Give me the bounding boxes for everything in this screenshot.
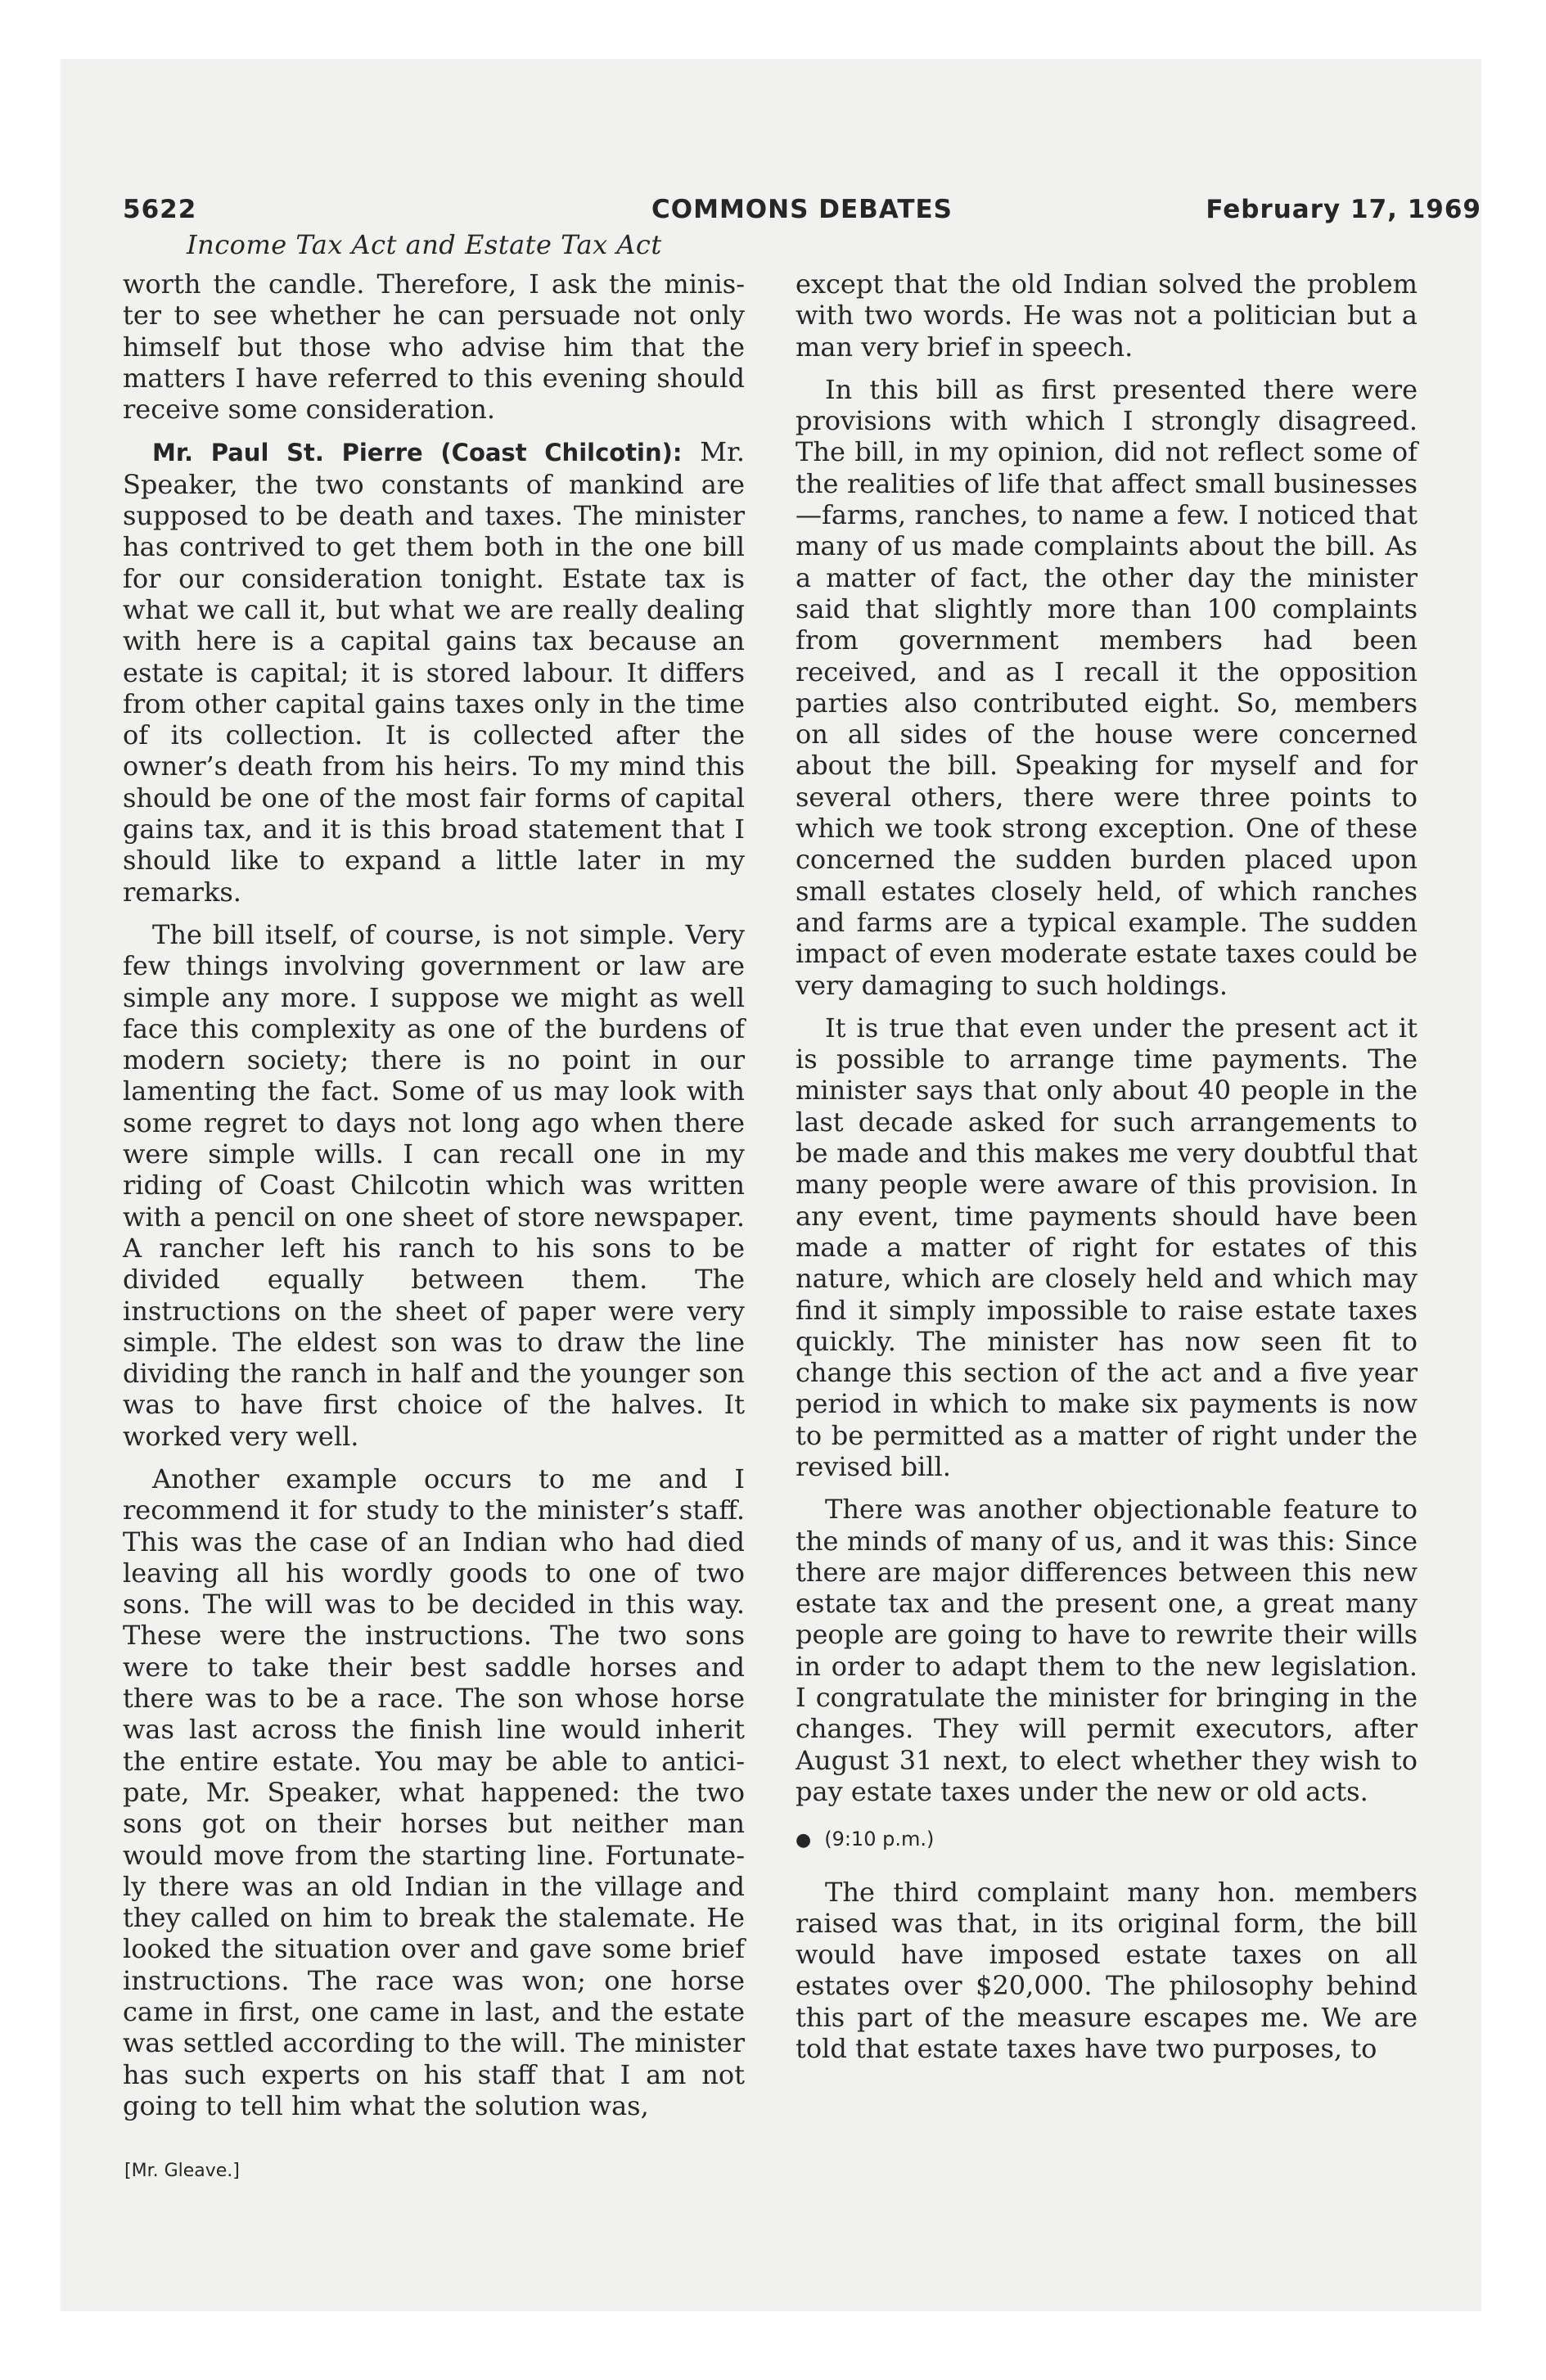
paragraph: worth the candle. Therefore, I ask the minister to see whether he can persuade not only himself but those who advise him that the matters I have referred to this evening should receive some consideration. bbox=[123, 268, 745, 426]
paragraph-text: Mr. Speaker, the two constants of mankind are supposed to be death and taxes. The minister has contrived to get them both in the one bill for our consideration tonight. Estate tax is what we call it, but what we are really dealing with here is a capital gains tax because an estate is capital; it is stored labour. It differs from other capital gains taxes only in the time of its collection. It is collected after the owner’s death from his heirs. To my mind this should be one of the most fair forms of capital gains tax, and it is this broad statement that I should like to expand a little later in my remarks. bbox=[123, 436, 746, 908]
left-column bbox=[123, 268, 745, 2133]
bullet-icon: ● bbox=[796, 1830, 812, 1851]
right-column bbox=[796, 268, 1418, 2076]
page-header bbox=[123, 195, 1481, 228]
speaker-paragraph bbox=[123, 436, 745, 907]
publication-date: February 17, 1969 bbox=[1206, 195, 1481, 224]
page-number: 5622 bbox=[123, 195, 197, 224]
running-head: Income Tax Act and Estate Tax Act bbox=[187, 229, 662, 260]
page-footer: [Mr. Gleave.] bbox=[124, 2161, 240, 2181]
paragraph: It is true that even under the present act it is possible to arrange time payments. The minister says that only about 40 people in the last decade asked for such arrangements to be made and this makes me very doubtful that many people were aware of this provision. In any event, time payments should have been made a matter of right for estates of this nature, which are closely held and which may find it simply impossible to raise estate taxes quickly. The minister has now seen fit to change this section of the act and a five year period in which to make six payments is now to be permitted as a matter of right under the revised bill. bbox=[796, 1012, 1418, 1482]
speaker-name: Mr. Paul St. Pierre (Coast Chilcotin): bbox=[152, 439, 683, 467]
timestamp-text: (9:10 p.m.) bbox=[824, 1828, 935, 1851]
paragraph: The bill itself, of course, is not simple. Very few things involving government or law are simple any more. I suppose we might as well face this complexity as one of the burdens of modern society; there is no point in our lamenting the fact. Some of us may look with some regret to days not long ago when there were simple wills. I can recall one in my riding of Coast Chilcotin which was written with a pencil on one sheet of store newspaper. A rancher left his ranch to his sons to be divided equally between them. The instructions on the sheet of paper were very simple. The eldest son was to draw the line dividing the ranch in half and the younger son was to have first choice of the halves. It worked very well. bbox=[123, 918, 745, 1452]
paragraph: Another example occurs to me and I recommend it for study to the minister’s staff. This was the case of an Indian who had died leaving all his wordly goods to one of two sons. The will was to be decided in this way. These were the instructions. The two sons were to take their best saddle horses and there was to be a race. The son whose horse was last across the finish line would inherit the entire estate. You may be able to anticipate, Mr. Speaker, what happened: the two sons got on their horses but neither man would move from the starting line. Fortunately there was an old Indian in the village and they called on him to break the stalemate. He looked the situation over and gave some brief instructions. The race was won; one horse came in first, one came in last, and the estate was settled according to the will. The minister has such experts on his staff that I am not going to tell him what the solution was, bbox=[123, 1463, 745, 2121]
paragraph: There was another objectionable feature to the minds of many of us, and it was this: Since there are major differences between this new estate tax and the present one, a great many people are going to have to rewrite their wills in order to adapt them to the new legislation. I congratulate the minister for bringing in the changes. They will permit executors, after August 31 next, to elect whether they wish to pay estate taxes under the new or old acts. bbox=[796, 1494, 1418, 1807]
paragraph: The third complaint many hon. members raised was that, in its original form, the bill would have imposed estate taxes on all estates over $20,000. The philosophy behind this part of the measure escapes me. We are told that estate taxes have two purposes, to bbox=[796, 1876, 1418, 2065]
paragraph: In this bill as first presented there were provisions with which I strongly disagreed. The bill, in my opinion, did not reflect some of the realities of life that affect small businesses—farms, ranches, to name a few. I noticed that many of us made complaints about the bill. As a matter of fact, the other day the minister said that slightly more than 100 complaints from government members had been received, and as I recall it the opposition parties also contributed eight. So, members on all sides of the house were concerned about the bill. Speaking for myself and for several others, there were three points to which we took strong exception. One of these concerned the sudden burden placed upon small estates closely held, of which ranches and farms are a typical example. The sudden impact of even moderate estate taxes could be very damaging to such holdings. bbox=[796, 373, 1418, 1001]
publication-title: COMMONS DEBATES bbox=[651, 195, 953, 224]
paragraph: except that the old Indian solved the problem with two words. He was not a politician but a man very brief in speech. bbox=[796, 268, 1418, 363]
timestamp bbox=[796, 1823, 1418, 1856]
